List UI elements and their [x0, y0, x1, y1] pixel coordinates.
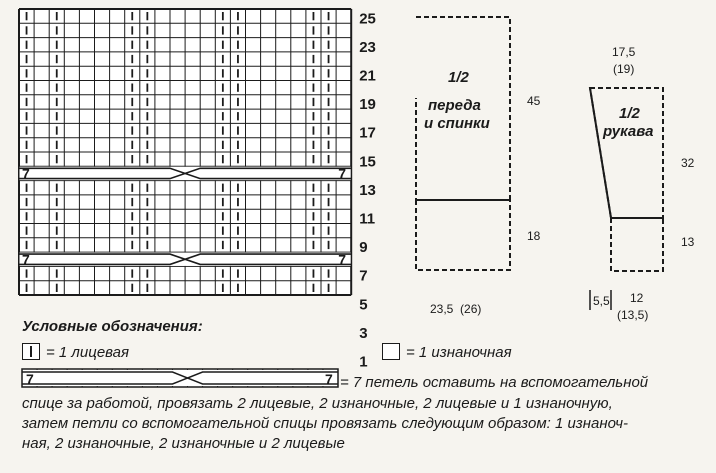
- legend-cable-count-left: 7: [26, 371, 34, 387]
- row-number: 9: [359, 239, 368, 257]
- row-number: 23: [359, 38, 376, 56]
- body-label-back: и спинки: [424, 115, 490, 132]
- body-height-upper: 45: [527, 94, 541, 108]
- cable-count-right: 7: [338, 251, 346, 268]
- row-numbers: [359, 10, 376, 370]
- sleeve-label-sleeve: рукава: [603, 123, 654, 140]
- row-number: 21: [359, 67, 376, 85]
- sleeve-top-width-alt: (19): [613, 62, 635, 76]
- sleeve-schematic: [590, 45, 695, 322]
- row-number: 3: [359, 324, 368, 342]
- row-number: 17: [359, 124, 376, 142]
- legend-cable-line-4: ная, 2 изнаночные, 2 изнаночные и 2 лицевые: [22, 435, 345, 452]
- legend-cable-line-2: спице за работой, провязать 2 лицевые, 2 изнаночные, 2 лицевые и 1 изнаночную,: [22, 395, 613, 412]
- legend-title: Условные обозначения:: [22, 318, 203, 335]
- legend-cable-count-right: 7: [325, 371, 333, 387]
- body-label-fraction: 1/2: [448, 69, 469, 86]
- purl-symbol-icon: [382, 343, 400, 360]
- legend-purl: [382, 343, 512, 361]
- knitting-chart: [19, 9, 351, 295]
- sleeve-bottom-width: 12: [630, 291, 644, 305]
- legend-purl-text: = 1 изнаночная: [406, 344, 512, 361]
- body-outline-lower: [416, 200, 510, 270]
- row-number: 25: [359, 10, 376, 28]
- sleeve-label-fraction: 1/2: [619, 105, 640, 122]
- legend-knit-text: = 1 лицевая: [46, 344, 130, 361]
- row-number: 11: [359, 210, 376, 228]
- knit-symbol-icon: [22, 343, 40, 360]
- sleeve-bottom-width-alt: (13,5): [617, 308, 649, 322]
- legend-cable-symbol: [22, 369, 338, 387]
- row-number: 7: [359, 267, 368, 285]
- body-width: 23,5 (26): [430, 302, 482, 316]
- sleeve-offset: 5,5: [593, 294, 610, 308]
- sleeve-height-lower: 13: [681, 235, 695, 249]
- cable-count-left: 7: [22, 251, 30, 268]
- legend-knit: [22, 343, 129, 361]
- legend-cable-line-3: затем петли со вспомогательной спицы провязать следующим образом: 1 изнаноч-: [22, 415, 629, 432]
- sleeve-left-edge: [590, 88, 611, 218]
- body-height-lower: 18: [527, 229, 541, 243]
- row-number: 15: [359, 153, 376, 171]
- body-label-front: переда: [428, 97, 481, 114]
- cable-count-left: 7: [22, 165, 30, 182]
- cable-count-right: 7: [338, 165, 346, 182]
- body-schematic: [416, 17, 541, 316]
- row-number: 19: [359, 96, 376, 114]
- sleeve-height-upper: 32: [681, 156, 695, 170]
- row-number: 1: [359, 353, 368, 371]
- legend-cable-text: = 7 петель оставить на вспомогательной: [340, 374, 649, 391]
- legend-cable-description: [22, 394, 702, 454]
- sleeve-outline-lower: [611, 218, 663, 271]
- sleeve-top-width: 17,5: [612, 45, 636, 59]
- row-number: 13: [359, 181, 376, 199]
- row-number: 5: [359, 296, 368, 314]
